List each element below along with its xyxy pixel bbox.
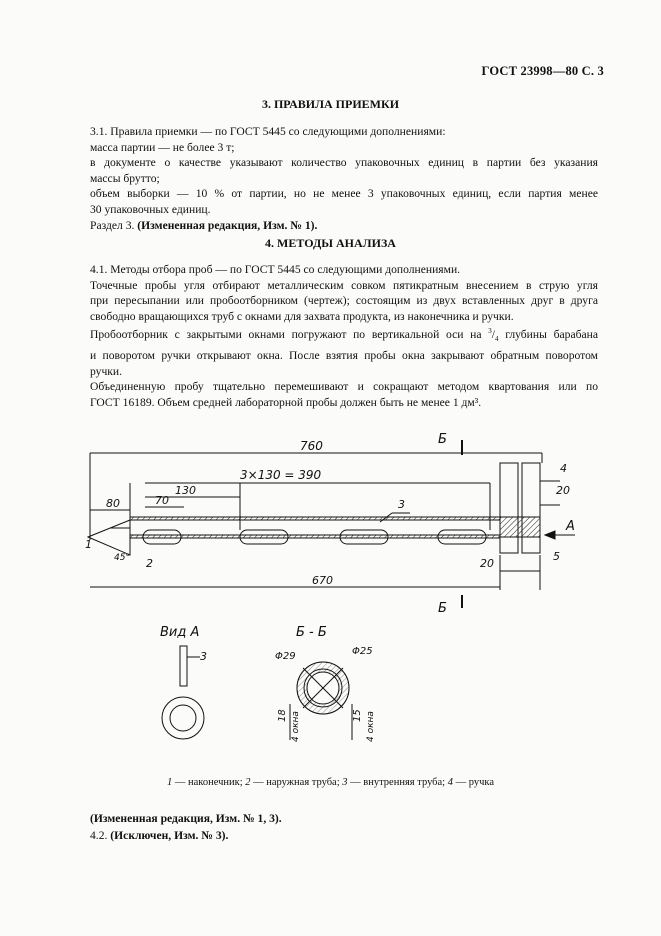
dia-25: Φ25 [352, 646, 373, 657]
dim-20-right: 20 [556, 484, 570, 497]
section-3-para-1: 3.1. Правила приемки — по ГОСТ 5445 со следующими дополнениями: [90, 125, 446, 138]
view-a-dim: 3 [200, 650, 207, 663]
section-mark-top: Б [438, 432, 447, 447]
section-3-para-4a: объем выборки — 10 % от партии, но не менее 3 упаковочных единиц, если партия менее [90, 187, 598, 201]
label-4: 4 [560, 462, 567, 475]
section-4-para-1: 4.1. Методы отбора проб — по ГОСТ 5445 со следующими дополнениями. [90, 263, 461, 276]
section-4-para-2c: свободно вращающихся труб с окнами для захвата продукта, из наконечника и ручки. [90, 309, 514, 323]
label-a: A [566, 519, 575, 534]
dim-angle: 45° [114, 553, 130, 563]
view-a-ring-inner [170, 705, 196, 731]
fraction-denominator: 4 [494, 335, 499, 344]
section-3-para-3a: в документе о качестве указывают количество упаковочных единиц в партии без указания [90, 156, 598, 170]
section-4-para-3a-post: глубины барабана [498, 328, 598, 342]
dim-390: 3×130 = 390 [240, 468, 322, 482]
dim-70: 70 [155, 494, 169, 507]
fraction-numerator: 3 [488, 327, 492, 336]
dia-29: Φ29 [275, 651, 296, 662]
section-4-body: 4.1. Методы отбора проб — по ГОСТ 5445 со следующими дополнениями. Точечные пробы угля отбирают металлическим совком пятикратным внесением в струю угля при пересыпании или пробоотборником (чертеж); состоящим из двух вставленных друг в друга свободно вращающихся труб с окнами для захвата продукта, из наконечника и ручки. Пробоотборник с закрытыми окнами погружают по вертикальной оси на $^3/_4$ глубины барабана и поворотом ручки открывают окна. После взятия пробы окна закрывают обратным поворотом ручки. Объединенную пробу тщательно перемешивают и сокращают методом квартования или по ГОСТ 16189. Объем средней лабораторной пробы должен быть не менее 1 дм³. [90, 263, 598, 409]
section-3-para-2: масса партии — не более 3 т; [90, 140, 235, 154]
section-4-para-4a: Объединенную пробу тщательно перемешивают и сокращают методом квартования или по [90, 380, 598, 394]
handle-left [500, 463, 518, 553]
tip-cone [88, 520, 130, 555]
view-a-title: Вид А [160, 625, 200, 640]
section-3-amendment-prefix: Раздел 3. [90, 218, 138, 232]
figure-caption: 1 — наконечник; 2 — наружная труба; 3 — внутренняя труба; 4 — ручка [167, 777, 494, 788]
section-3-title: 3. ПРАВИЛА ПРИЕМКИ [261, 97, 400, 111]
section-4-para-3c: ручки. [90, 364, 123, 378]
amendment-note: (Измененная редакция, Изм. № 1, 3). [90, 812, 282, 825]
view-a-ring-outer [162, 697, 204, 739]
dim-18-label: 4 окна [291, 711, 301, 742]
section-4-para-4b: ГОСТ 16189. Объем средней лабораторной пробы должен быть не менее 1 дм³. [90, 395, 482, 409]
label-2: 2 [146, 557, 153, 570]
section-4-para-3a-pre: Пробоотборник с закрытыми окнами погружают по вертикальной оси на [90, 328, 489, 342]
outer-tube [130, 520, 500, 535]
section-4-para-2a: Точечные пробы угля отбирают металлическим совком пятикратным внесением в струю угля [90, 278, 598, 292]
outer-tube-hatch-bottom [130, 535, 500, 538]
dim-18: 18 [277, 709, 288, 722]
label-3: 3 [398, 498, 405, 511]
dim-15: 15 [352, 709, 363, 722]
outer-tube-hatch-top [130, 517, 500, 520]
dim-80: 80 [106, 497, 120, 510]
clause-4-2: 4.2. (Исключен, Изм. № 3). [90, 829, 229, 842]
dim-15-label: 4 окна [366, 711, 376, 742]
section-4-para-3b: и поворотом ручки открывают окна. После взятия пробы окна закрывают обратным поворотом [90, 349, 598, 363]
dim-670: 670 [312, 574, 333, 587]
view-a-handle [180, 646, 187, 686]
section-3-amendment: (Измененная редакция, Изм. № 1). [137, 218, 318, 232]
dim-20-bottom: 20 [480, 557, 494, 570]
handle-hatch [500, 517, 540, 537]
section-3-para-4b: 30 упаковочных единиц. [90, 202, 211, 216]
dim-130: 130 [175, 484, 196, 497]
label-1: 1 [85, 538, 92, 551]
standard-code-header: ГОСТ 23998—80 С. 3 [481, 64, 604, 78]
section-mark-bottom: Б [438, 601, 447, 616]
section-title: Б - Б [296, 625, 327, 640]
section-4-para-2b: при пересыпании или пробоотборником (чертеж); состоящим из двух вставленных друг в друга [90, 294, 598, 308]
section-3-para-3b: массы брутто; [90, 171, 160, 185]
dim-5: 5 [553, 550, 560, 563]
section-4-title: 4. МЕТОДЫ АНАЛИЗА [265, 236, 396, 250]
handle-right [522, 463, 540, 553]
dim-760: 760 [300, 439, 323, 453]
